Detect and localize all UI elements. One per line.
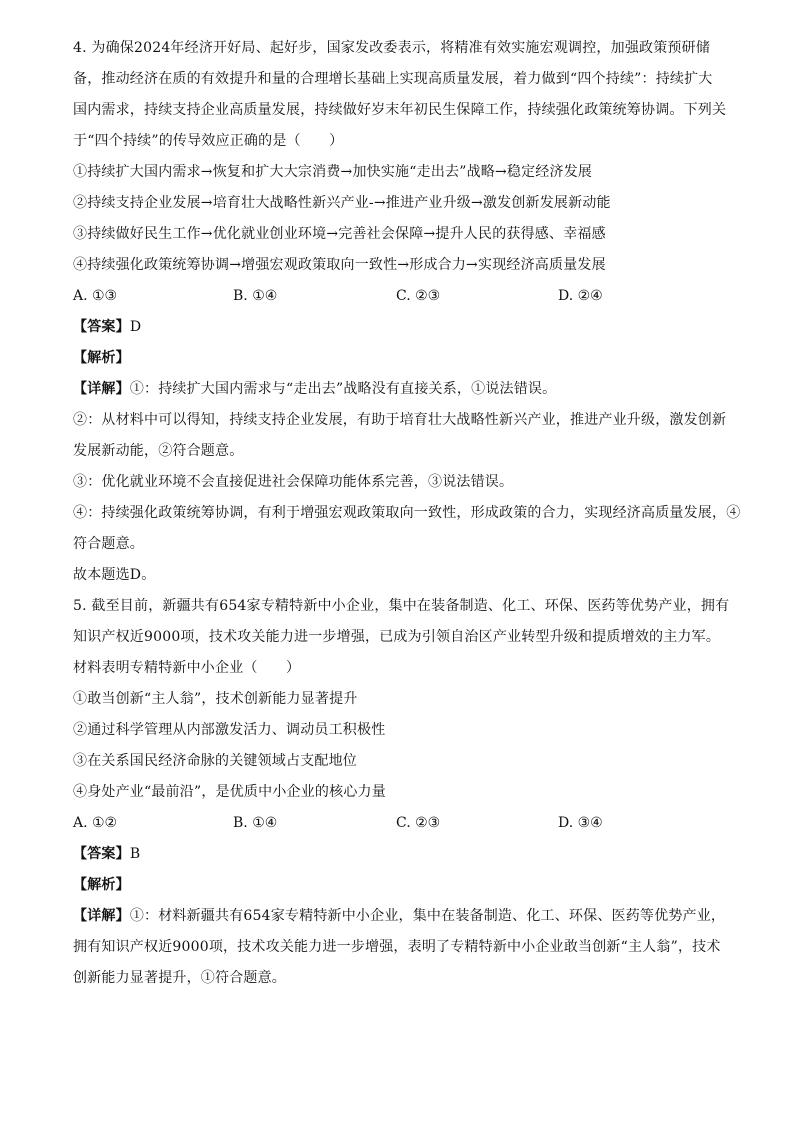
q4-detail-line-4: ③：优化就业环境不会直接促进社会保障功能体系完善，③说法错误。 bbox=[73, 474, 514, 490]
q5-option-c: C. ②③ bbox=[396, 815, 441, 831]
q5-item-3: ③在关系国民经济命脉的关键领域占支配地位 bbox=[73, 753, 357, 769]
q4-option-b: B. ①④ bbox=[233, 288, 278, 304]
q4-detail-tag: 【详解】 bbox=[73, 381, 130, 397]
q5-stem-line-2: 知识产权近9000项，技术攻关能力进一步增强，已成为引领自治区产业转型升级和提质增效的主力军。 bbox=[73, 629, 721, 645]
q5-detail-line-3: 创新能力显著提升，①符合题意。 bbox=[73, 970, 286, 986]
q5-option-d: D. ③④ bbox=[558, 815, 603, 831]
q5-detail-tag: 【详解】 bbox=[73, 908, 130, 924]
q4-stem-line-2: 备，推动经济在质的有效提升和量的合理增长基础上实现高质量发展，着力做到“四个持续”：持续扩大 bbox=[73, 71, 713, 87]
q4-answer-line bbox=[73, 317, 723, 337]
q5-item-4: ④身处产业“最前沿”，是优质中小企业的核心力量 bbox=[73, 784, 386, 800]
q5-answer: B bbox=[129, 846, 141, 862]
q4-detail-line-2: ②：从材料中可以得知，持续支持企业发展，有助于培育壮大战略性新兴产业，推进产业升级，激发创新 bbox=[73, 412, 727, 428]
q4-stem-line-3: 国内需求，持续支持企业高质量发展，持续做好岁末年初民生保障工作，持续强化政策统筹协调。下列关 bbox=[73, 102, 727, 118]
q4-item-1: ①持续扩大国内需求→恢复和扩大大宗消费→加快实施“走出去”战略→稳定经济发展 bbox=[73, 164, 593, 180]
q4-item-3: ③持续做好民生工作→优化就业创业环境→完善社会保障→提升人民的获得感、幸福感 bbox=[73, 226, 606, 242]
q4-detail-line-7: 故本题选D。 bbox=[73, 567, 156, 583]
q4-item-4: ④持续强化政策统筹协调→增强宏观政策取向一致性→形成合力→实现经济高质量发展 bbox=[73, 257, 606, 273]
q4-detail-line-1: 【详解】①：持续扩大国内需求与“走出去”战略没有直接关系，①说法错误。 bbox=[73, 381, 557, 397]
q5-analysis-tag: 【解析】 bbox=[73, 877, 130, 893]
q4-detail-line-3: 发展新动能，②符合题意。 bbox=[73, 443, 244, 459]
q4-option-a: A. ①③ bbox=[73, 288, 118, 304]
q4-analysis-tag: 【解析】 bbox=[73, 350, 130, 366]
q4-answer-tag: 【答案】 bbox=[73, 319, 130, 335]
q5-stem-line-1: 5. 截至目前，新疆共有654家专精特新中小企业，集中在装备制造、化工、环保、医药等优势产业，拥有 bbox=[73, 598, 730, 614]
q5-stem-line-3: 材料表明专精特新中小企业（ ） bbox=[73, 660, 301, 676]
q5-detail-line-1: 【详解】①：材料新疆共有654家专精特新中小企业，集中在装备制造、化工、环保、医药等优势产业， bbox=[73, 908, 726, 924]
q5-answer-line bbox=[73, 844, 723, 864]
q4-item-2: ②持续支持企业发展→培育壮大战略性新兴产业-→推进产业升级→激发创新发展新动能 bbox=[73, 195, 611, 211]
q4-stem-line-4: 于“四个持续”的传导效应正确的是（ ） bbox=[73, 133, 344, 149]
q4-option-d: D. ②④ bbox=[558, 288, 603, 304]
q4-option-c: C. ②③ bbox=[396, 288, 441, 304]
q5-item-1: ①敢当创新“主人翁”，技术创新能力显著提升 bbox=[73, 691, 358, 707]
q4-detail-line-5: ④：持续强化政策统筹协调，有利于增强宏观政策取向一致性，形成政策的合力，实现经济高质量发展，④ bbox=[73, 505, 741, 521]
q5-answer-tag: 【答案】 bbox=[73, 846, 130, 862]
q5-item-2: ②通过科学管理从内部激发活力、调动员工积极性 bbox=[73, 722, 386, 738]
q5-detail-line-2: 拥有知识产权近9000项，技术攻关能力进一步增强，表明了专精特新中小企业敢当创新“主人翁”，技术 bbox=[73, 939, 721, 955]
q4-detail-line-6: 符合题意。 bbox=[73, 536, 144, 552]
q4-answer: D bbox=[129, 319, 142, 335]
q5-option-a: A. ①② bbox=[73, 815, 118, 831]
q4-stem-line-1: 4. 为确保2024年经济开好局、起好步，国家发改委表示，将精准有效实施宏观调控，加强政策预研储 bbox=[73, 40, 711, 56]
q5-option-b: B. ①④ bbox=[233, 815, 278, 831]
